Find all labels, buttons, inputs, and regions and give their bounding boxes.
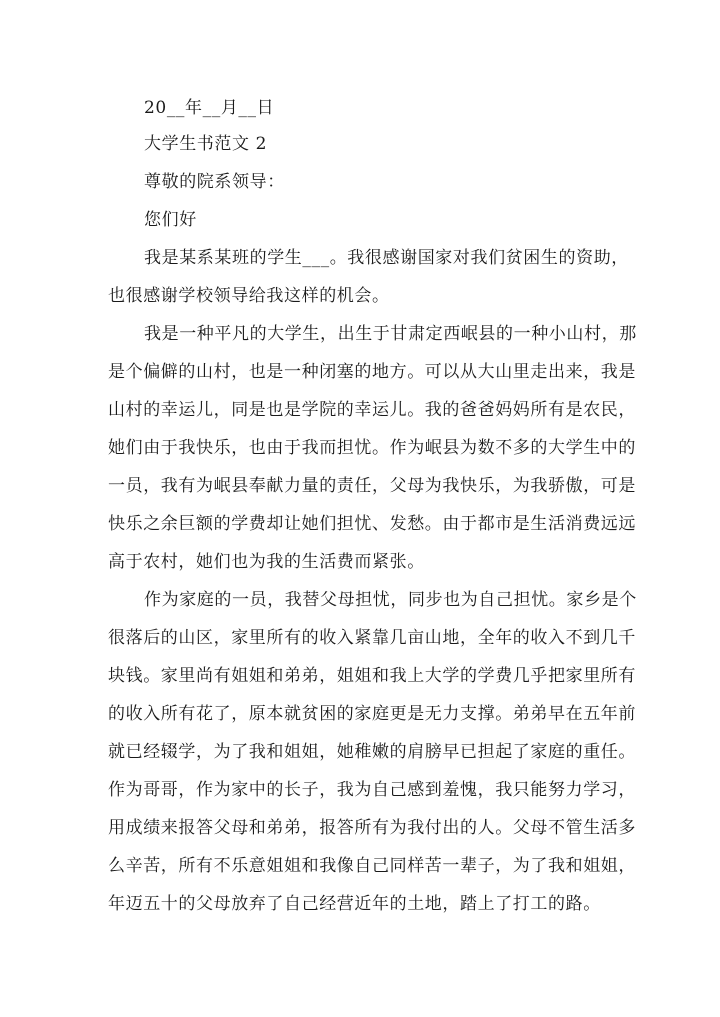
paragraph-line: 她们由于我快乐，也由于我而担忧。作为岷县为数不多的大学生中的 bbox=[108, 438, 636, 458]
paragraph-line: 块钱。家里尚有姐姐和弟弟，姐姐和我上大学的学费几乎把家里所有 bbox=[108, 666, 636, 686]
paragraph-line: 年迈五十的父母放弃了自己经营近年的土地，踏上了打工的路。 bbox=[108, 894, 601, 914]
paragraph-line: 很落后的山区，家里所有的收入紧靠几亩山地，全年的收入不到几千 bbox=[108, 628, 636, 648]
paragraph-line: 的收入所有花了，原本就贫困的家庭更是无力支撑。弟弟早在五年前 bbox=[108, 704, 636, 724]
paragraph-line: 一员，我有为岷县奉献力量的责任，父母为我快乐，为我骄傲，可是 bbox=[108, 476, 636, 496]
date-line: 20__年__月__日 bbox=[144, 98, 275, 118]
paragraph-line: 快乐之余巨额的学费却让她们担忧、发愁。由于都市是生活消费远远 bbox=[108, 514, 636, 534]
paragraph-line: 是个偏僻的山村，也是一种闭塞的地方。可以从大山里走出来，我是 bbox=[108, 362, 636, 382]
paragraph-line: 山村的幸运儿，同是也是学院的幸运儿。我的爸爸妈妈所有是农民， bbox=[108, 400, 636, 420]
paragraph-line: 高于农村，她们也为我的生活费而紧张。 bbox=[108, 552, 425, 572]
paragraph-line: 也很感谢学校领导给我这样的机会。 bbox=[108, 286, 390, 306]
greeting: 您们好 bbox=[144, 210, 197, 230]
salutation: 尊敬的院系领导： bbox=[144, 172, 285, 192]
paragraph-line: 作为家庭的一员，我替父母担忧，同步也为自己担忧。家乡是个 bbox=[144, 590, 637, 610]
paragraph-line: 我是某系某班的学生___。我很感谢国家对我们贫困生的资助， bbox=[144, 248, 629, 268]
paragraph-line: 就已经辍学，为了我和姐姐，她稚嫩的肩膀早已担起了家庭的重任。 bbox=[108, 742, 636, 762]
paragraph-line: 么辛苦，所有不乐意姐姐和我像自己同样苦一辈子，为了我和姐姐， bbox=[108, 856, 636, 876]
paragraph-line: 我是一种平凡的大学生，出生于甘肃定西岷县的一种小山村，那 bbox=[144, 324, 637, 344]
paragraph-line: 用成绩来报答父母和弟弟，报答所有为我付出的人。父母不管生活多 bbox=[108, 818, 636, 838]
document-title: 大学生书范文 2 bbox=[144, 134, 268, 154]
paragraph-line: 作为哥哥，作为家中的长子，我为自己感到羞愧，我只能努力学习， bbox=[108, 780, 636, 800]
